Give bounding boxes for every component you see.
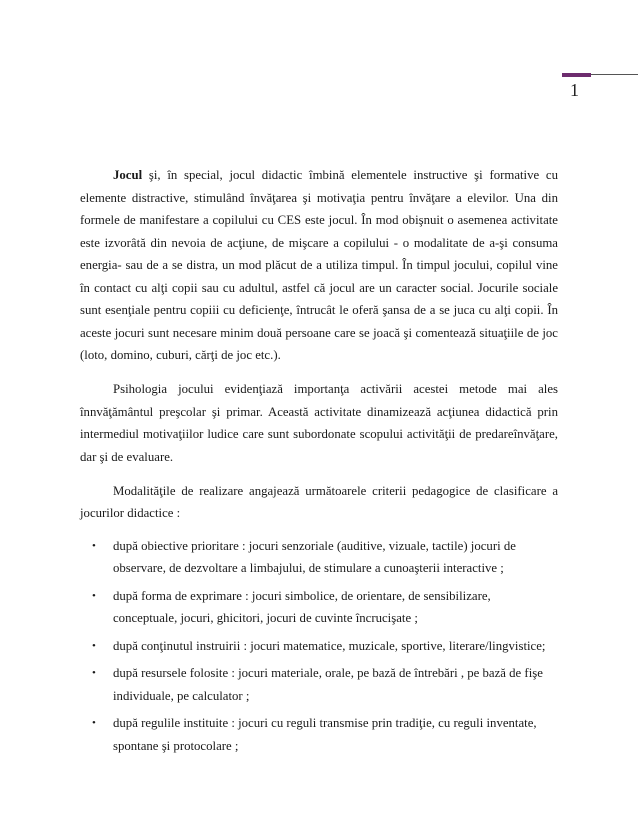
list-item — [80, 662, 558, 707]
list-item-text: după resursele folosite : jocuri materiale, orale, pe bază de întrebări , pe bază de fişe individuale, pe calculator ; — [113, 666, 543, 703]
bullet-icon: • — [92, 717, 96, 729]
list-item-text: după obiective prioritare : jocuri senzoriale (auditive, vizuale, tactile) jocuri de observare, de dezvoltare a limbajului, de stimulare a cunoaşterii interactive ; — [113, 538, 516, 575]
page-number-accent-bar — [562, 73, 591, 77]
bullet-icon: • — [92, 589, 96, 602]
list-item-text: după conţinutul instruirii : jocuri matematice, muzicale, sportive, literare/lingvistice; — [113, 638, 546, 653]
page-number: 1 — [570, 80, 579, 100]
bullet-icon: • — [92, 539, 96, 552]
header-rule — [591, 74, 638, 75]
lead-term: Jocul — [113, 168, 143, 182]
list-item — [80, 712, 558, 757]
document-body — [80, 164, 558, 762]
bullet-icon: • — [92, 667, 96, 679]
list-item-text: după regulile instituite : jocuri cu reguli transmise prin tradiţie, cu reguli inventate, spontane şi protocolare ; — [113, 716, 537, 753]
list-item-text: după forma de exprimare : jocuri simbolice, de orientare, de sensibilizare, conceptuale, jocuri, ghicitori, jocuri de cuvinte încrucişate ; — [113, 588, 491, 625]
criteria-list — [80, 535, 558, 758]
list-item — [80, 635, 558, 658]
list-item — [80, 535, 558, 580]
paragraph-modalitati: Modalităţile de realizare angajează următoarele criterii pedagogice de clasificare a jocurilor didactice : — [80, 483, 558, 520]
paragraph-text: şi, în special, jocul didactic îmbină elementele instructive şi formative cu elemente distractive, stimulând învăţarea şi motivaţia pentru învăţare a elevilor. Una din formele de manifestare a copilului cu CES este jocul. În mod obişnuit o asemenea activitate este izvorâtă din nevoia de acţiune, de mişcare a copilului - o modalitate de a-şi consuma energia- sau de a se distra, un mod plăcut de a utiliza timpul. În timpul jocului, copilul vine în contact cu alţi copii sau cu adultul, astfel că jocul are un caracter social. Jocurile sociale sunt esenţiale pentru copiii cu deficienţe, întrucât le oferă şansa de a se juca cu alţi copii. În aceste jocuri sunt necesare minim două persoane care se joacă şi comentează situaţiile de joc (loto, domino, cuburi, cărţi de joc etc.). — [80, 168, 558, 362]
paragraph-joc — [80, 164, 558, 367]
bullet-icon: • — [92, 639, 96, 652]
list-item — [80, 585, 558, 630]
paragraph-psihologia: Psihologia jocului evidenţiază importanţa activării acestei metode mai ales înnvăţământul preşcolar şi primar. Această activitate dinamizează acţiunea didactică prin intermediul motivaţiilor ludice care sunt subordonate scopului activităţii de predareînvăţare, dar şi de evaluare. — [80, 382, 558, 464]
